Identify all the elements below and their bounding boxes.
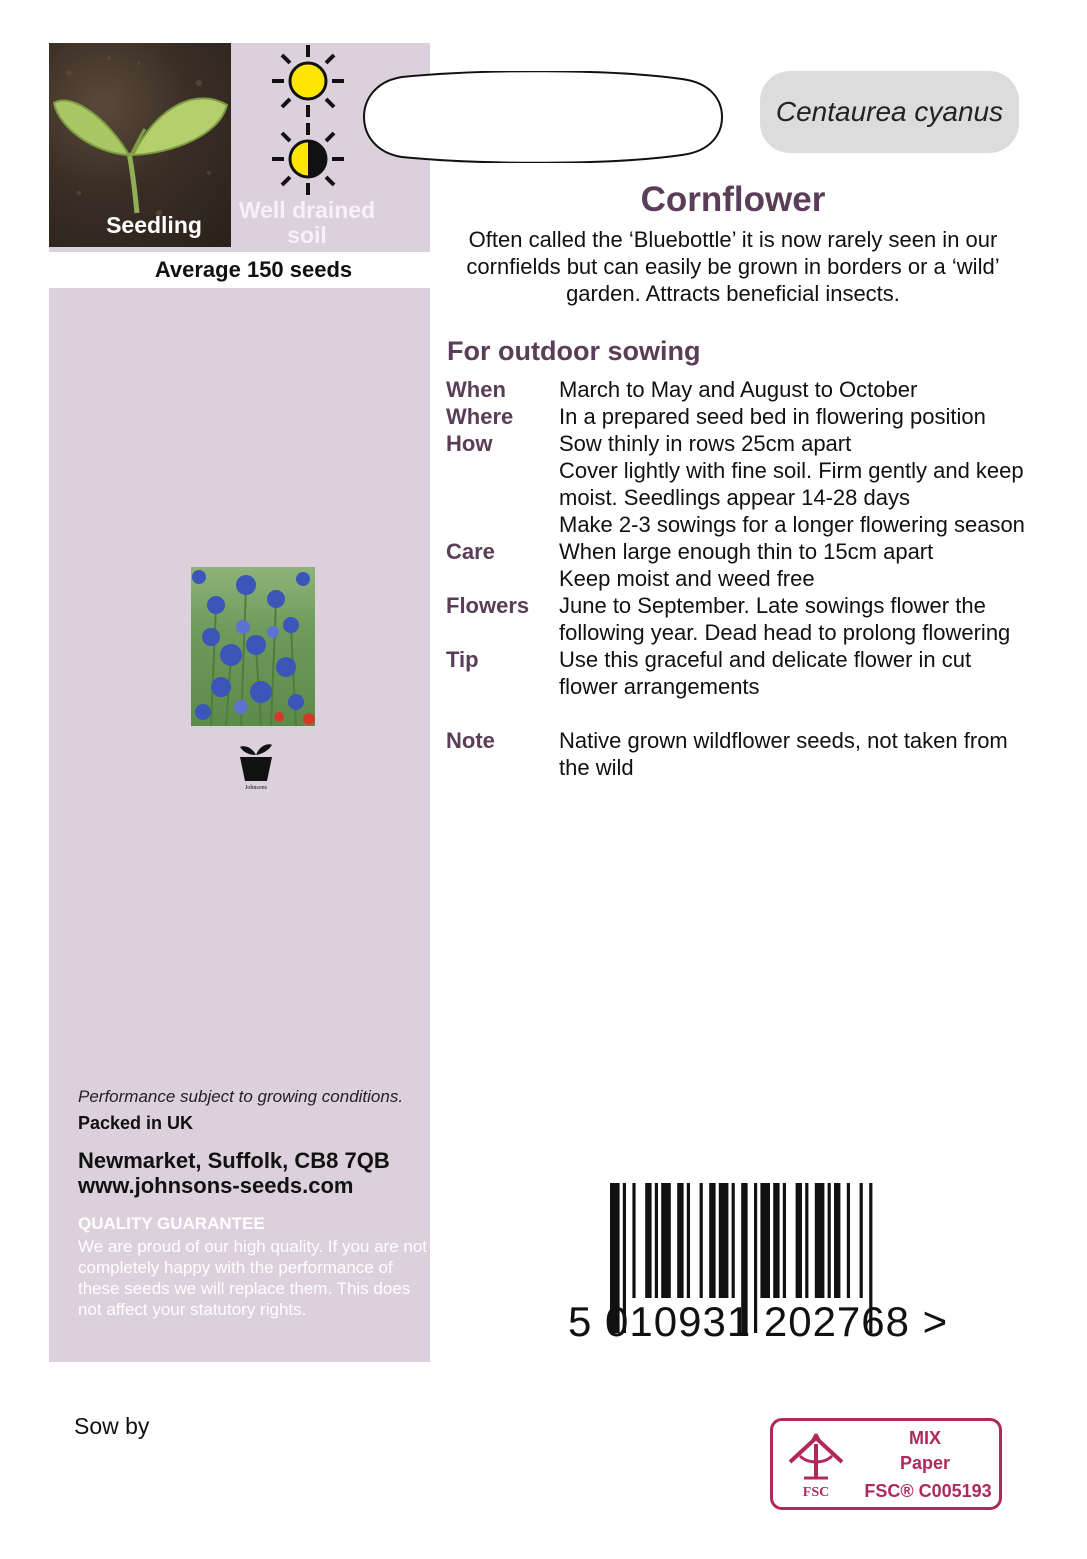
barcode-bar: [645, 1183, 651, 1298]
svg-text:Johnsons: Johnsons: [244, 785, 268, 791]
barcode-bar: [687, 1183, 690, 1298]
row-label: [446, 511, 559, 538]
row-value: Cover lightly with fine soil. Firm gently and keep moist. Seedlings appear 14-28 days: [559, 458, 1024, 510]
quality-guarantee-text: We are proud of our high quality. If you are not completely happy with the performance of these seeds we will replace them. This does not affect your statutory rights.: [78, 1237, 428, 1319]
latin-name-badge: Centaurea cyanus: [760, 71, 1019, 153]
soil-label: Well drained soil: [238, 197, 376, 248]
row-value: June to September. Late sowings flower the following year. Dead head to prolong flowering: [559, 593, 1011, 645]
barcode-bar: [783, 1183, 786, 1298]
barcode-bar: [847, 1183, 850, 1298]
sowing-section-heading: For outdoor sowing: [447, 336, 701, 366]
row-value: Keep moist and weed free: [559, 566, 815, 591]
row-label: Where: [446, 404, 514, 429]
row-label: When: [446, 377, 506, 402]
fsc-mix-label: MIX: [908, 1428, 941, 1448]
barcode-bar: [805, 1183, 808, 1298]
hang-hole-cutout: [362, 71, 724, 163]
barcode-bar: [828, 1183, 831, 1298]
instruction-row-care-2: [446, 565, 1026, 592]
instruction-row-how: [446, 430, 1026, 457]
instruction-row-how-3: [446, 511, 1026, 538]
row-value: Sow thinly in rows 25cm apart: [559, 431, 852, 456]
full-sun-icon: [270, 43, 346, 119]
sowing-instructions-table: [446, 376, 1026, 781]
row-value: March to May and August to October: [559, 377, 918, 402]
barcode-bar: [760, 1183, 770, 1298]
row-value: Native grown wildflower seeds, not taken from the wild: [559, 728, 1008, 780]
instruction-row-how-2: [446, 457, 1026, 511]
row-label: Care: [446, 539, 495, 564]
performance-note: Performance subject to growing conditions.: [78, 1087, 404, 1106]
packed-in: Packed in UK: [78, 1113, 194, 1133]
barcode-digits: 5 010931 202768 >: [568, 1298, 949, 1345]
row-value: Make 2-3 sowings for a longer flowering season: [559, 512, 1025, 537]
fsc-tree-icon: [784, 1428, 848, 1500]
barcode-bar: [732, 1183, 735, 1298]
seedling-label: Seedling: [106, 212, 202, 238]
fsc-license-code: FSC® C005193: [864, 1481, 992, 1501]
quality-guarantee-title: QUALITY GUARANTEE: [78, 1214, 265, 1233]
row-label: [446, 457, 559, 511]
johnsons-logo-icon: [236, 741, 276, 791]
partial-shade-icon: [270, 121, 346, 197]
row-spacer: [446, 700, 1026, 727]
cornflower-photo: [191, 567, 315, 726]
row-label: Flowers: [446, 593, 530, 618]
barcode-bar: [796, 1183, 802, 1298]
barcode-bar: [661, 1183, 671, 1298]
company-address: Newmarket, Suffolk, CB8 7QB: [78, 1148, 390, 1173]
row-value: When large enough thin to 15cm apart: [559, 539, 934, 564]
row-value: In a prepared seed bed in flowering position: [559, 404, 986, 429]
row-label: Note: [446, 728, 495, 753]
barcode-bar: [815, 1183, 825, 1298]
barcode-bar: [719, 1183, 729, 1298]
barcode-bar: [677, 1183, 683, 1298]
row-label: [446, 565, 559, 592]
instruction-row-when: [446, 376, 1026, 403]
row-label: Tip: [446, 647, 479, 672]
barcode-bar: [655, 1183, 658, 1298]
barcode-bar: [860, 1183, 863, 1298]
instruction-row-flowers: [446, 592, 1026, 646]
instruction-row-note: [446, 727, 1026, 781]
product-intro: Often called the ‘Bluebottle’ it is now rarely seen in our cornfields but can easily be grown in borders or a ‘wild’ garden. Attracts beneficial insects.: [466, 227, 1000, 306]
instruction-row-care: [446, 538, 1026, 565]
sow-by-label: Sow by: [74, 1413, 150, 1439]
instruction-row-where: [446, 403, 1026, 430]
fsc-paper-label: Paper: [899, 1453, 951, 1473]
product-title: Cornflower: [640, 180, 826, 219]
barcode-bar: [773, 1183, 779, 1298]
barcode-bar: [700, 1183, 703, 1298]
website-link[interactable]: www.johnsons-seeds.com: [78, 1173, 354, 1198]
seeds-count: Average 150 seeds: [154, 257, 353, 282]
instruction-row-tip: [446, 646, 1026, 700]
svg-text:FSC: FSC: [802, 1485, 830, 1500]
barcode-bar: [834, 1183, 840, 1298]
barcode-bar: [632, 1183, 635, 1298]
barcode-bar: [709, 1183, 715, 1298]
row-label: How: [446, 431, 493, 456]
row-value: Use this graceful and delicate flower in cut flower arrangements: [559, 647, 972, 699]
